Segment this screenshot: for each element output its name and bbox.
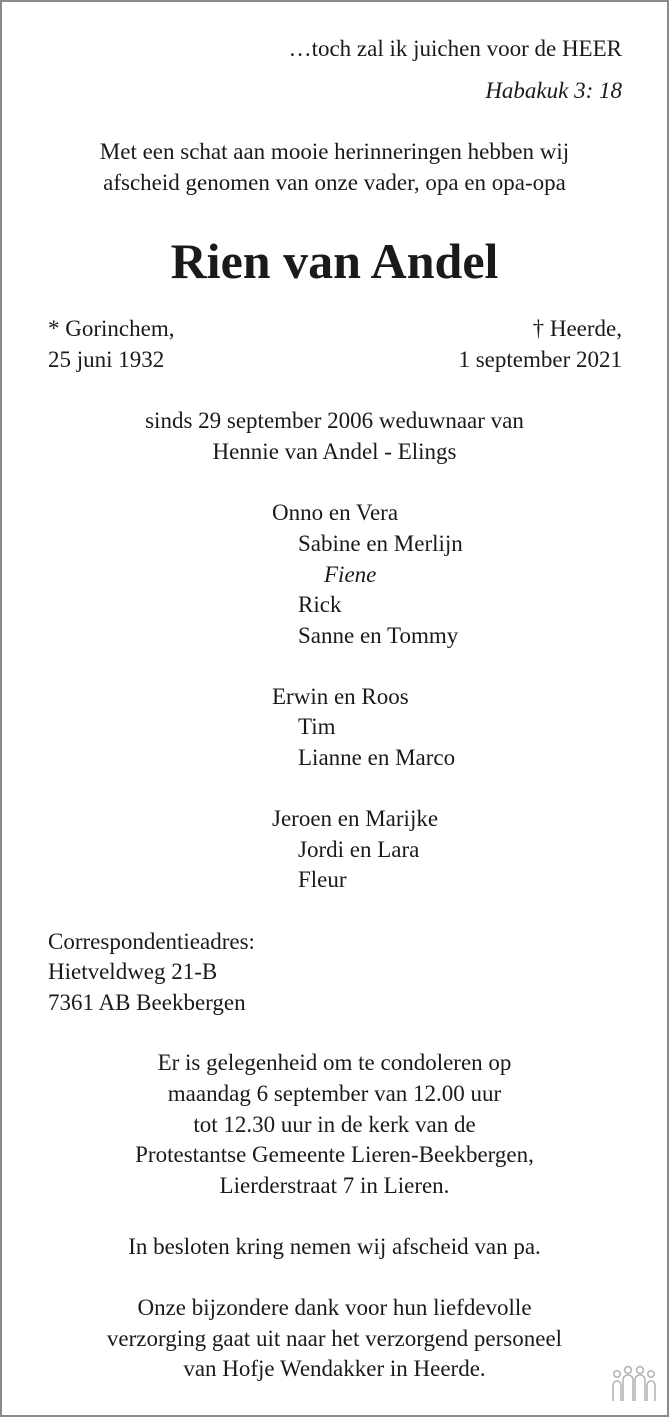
thanks-line: van Hofje Wendakker in Heerde. bbox=[183, 1356, 486, 1381]
deceased-name: Rien van Andel bbox=[170, 233, 499, 289]
birth-place: * Gorinchem, bbox=[48, 316, 175, 341]
thanks-line: Onze bijzondere dank voor hun liefdevolle bbox=[137, 1295, 532, 1320]
family-child: Rick bbox=[298, 592, 342, 617]
death-place: † Heerde, bbox=[532, 316, 622, 341]
widower-line-1: sinds 29 september 2006 weduwnaar van bbox=[145, 408, 524, 433]
address-street: Hietveldweg 21-B bbox=[48, 959, 218, 984]
quote-reference: Habakuk 3: 18 bbox=[485, 78, 622, 103]
family-parents: Jeroen en Marijke bbox=[272, 806, 439, 831]
family-logo-icon bbox=[611, 1365, 657, 1403]
condolence-line: tot 12.30 uur in de kerk van de bbox=[193, 1112, 476, 1137]
family-child: Sanne en Tommy bbox=[298, 623, 459, 648]
family-grandchild: Fiene bbox=[324, 562, 377, 587]
thanks-line: verzorging gaat uit naar het verzorgend personeel bbox=[106, 1326, 563, 1351]
widower-line-2: Hennie van Andel - Elings bbox=[212, 439, 457, 464]
family-child: Lianne en Marco bbox=[298, 745, 456, 770]
family-parents: Erwin en Roos bbox=[272, 684, 409, 709]
condolence-line: Protestantse Gemeente Lieren-Beekbergen, bbox=[135, 1142, 534, 1167]
condolence-line: Lierderstraat 7 in Lieren. bbox=[219, 1173, 450, 1198]
birth-date: 25 juni 1932 bbox=[48, 347, 165, 372]
condolence-line: Er is gelegenheid om te condoleren op bbox=[157, 1050, 512, 1075]
family-child: Tim bbox=[298, 714, 336, 739]
intro-line-1: Met een schat aan mooie herinneringen hebben wij bbox=[99, 139, 570, 164]
condolence-line: maandag 6 september van 12.00 uur bbox=[167, 1081, 502, 1106]
intro-line-2: afscheid genomen van onze vader, opa en opa-opa bbox=[103, 170, 566, 195]
family-parents: Onno en Vera bbox=[272, 500, 399, 525]
address-label: Correspondentieadres: bbox=[48, 929, 255, 954]
quote-text: …toch zal ik juichen voor de HEER bbox=[288, 36, 622, 61]
family-child: Sabine en Merlijn bbox=[298, 531, 463, 556]
family-child: Fleur bbox=[298, 867, 347, 892]
death-date: 1 september 2021 bbox=[458, 347, 622, 372]
address-city: 7361 AB Beekbergen bbox=[48, 990, 246, 1015]
family-child: Jordi en Lara bbox=[298, 837, 420, 862]
farewell-text: In besloten kring nemen wij afscheid van pa. bbox=[128, 1234, 541, 1259]
